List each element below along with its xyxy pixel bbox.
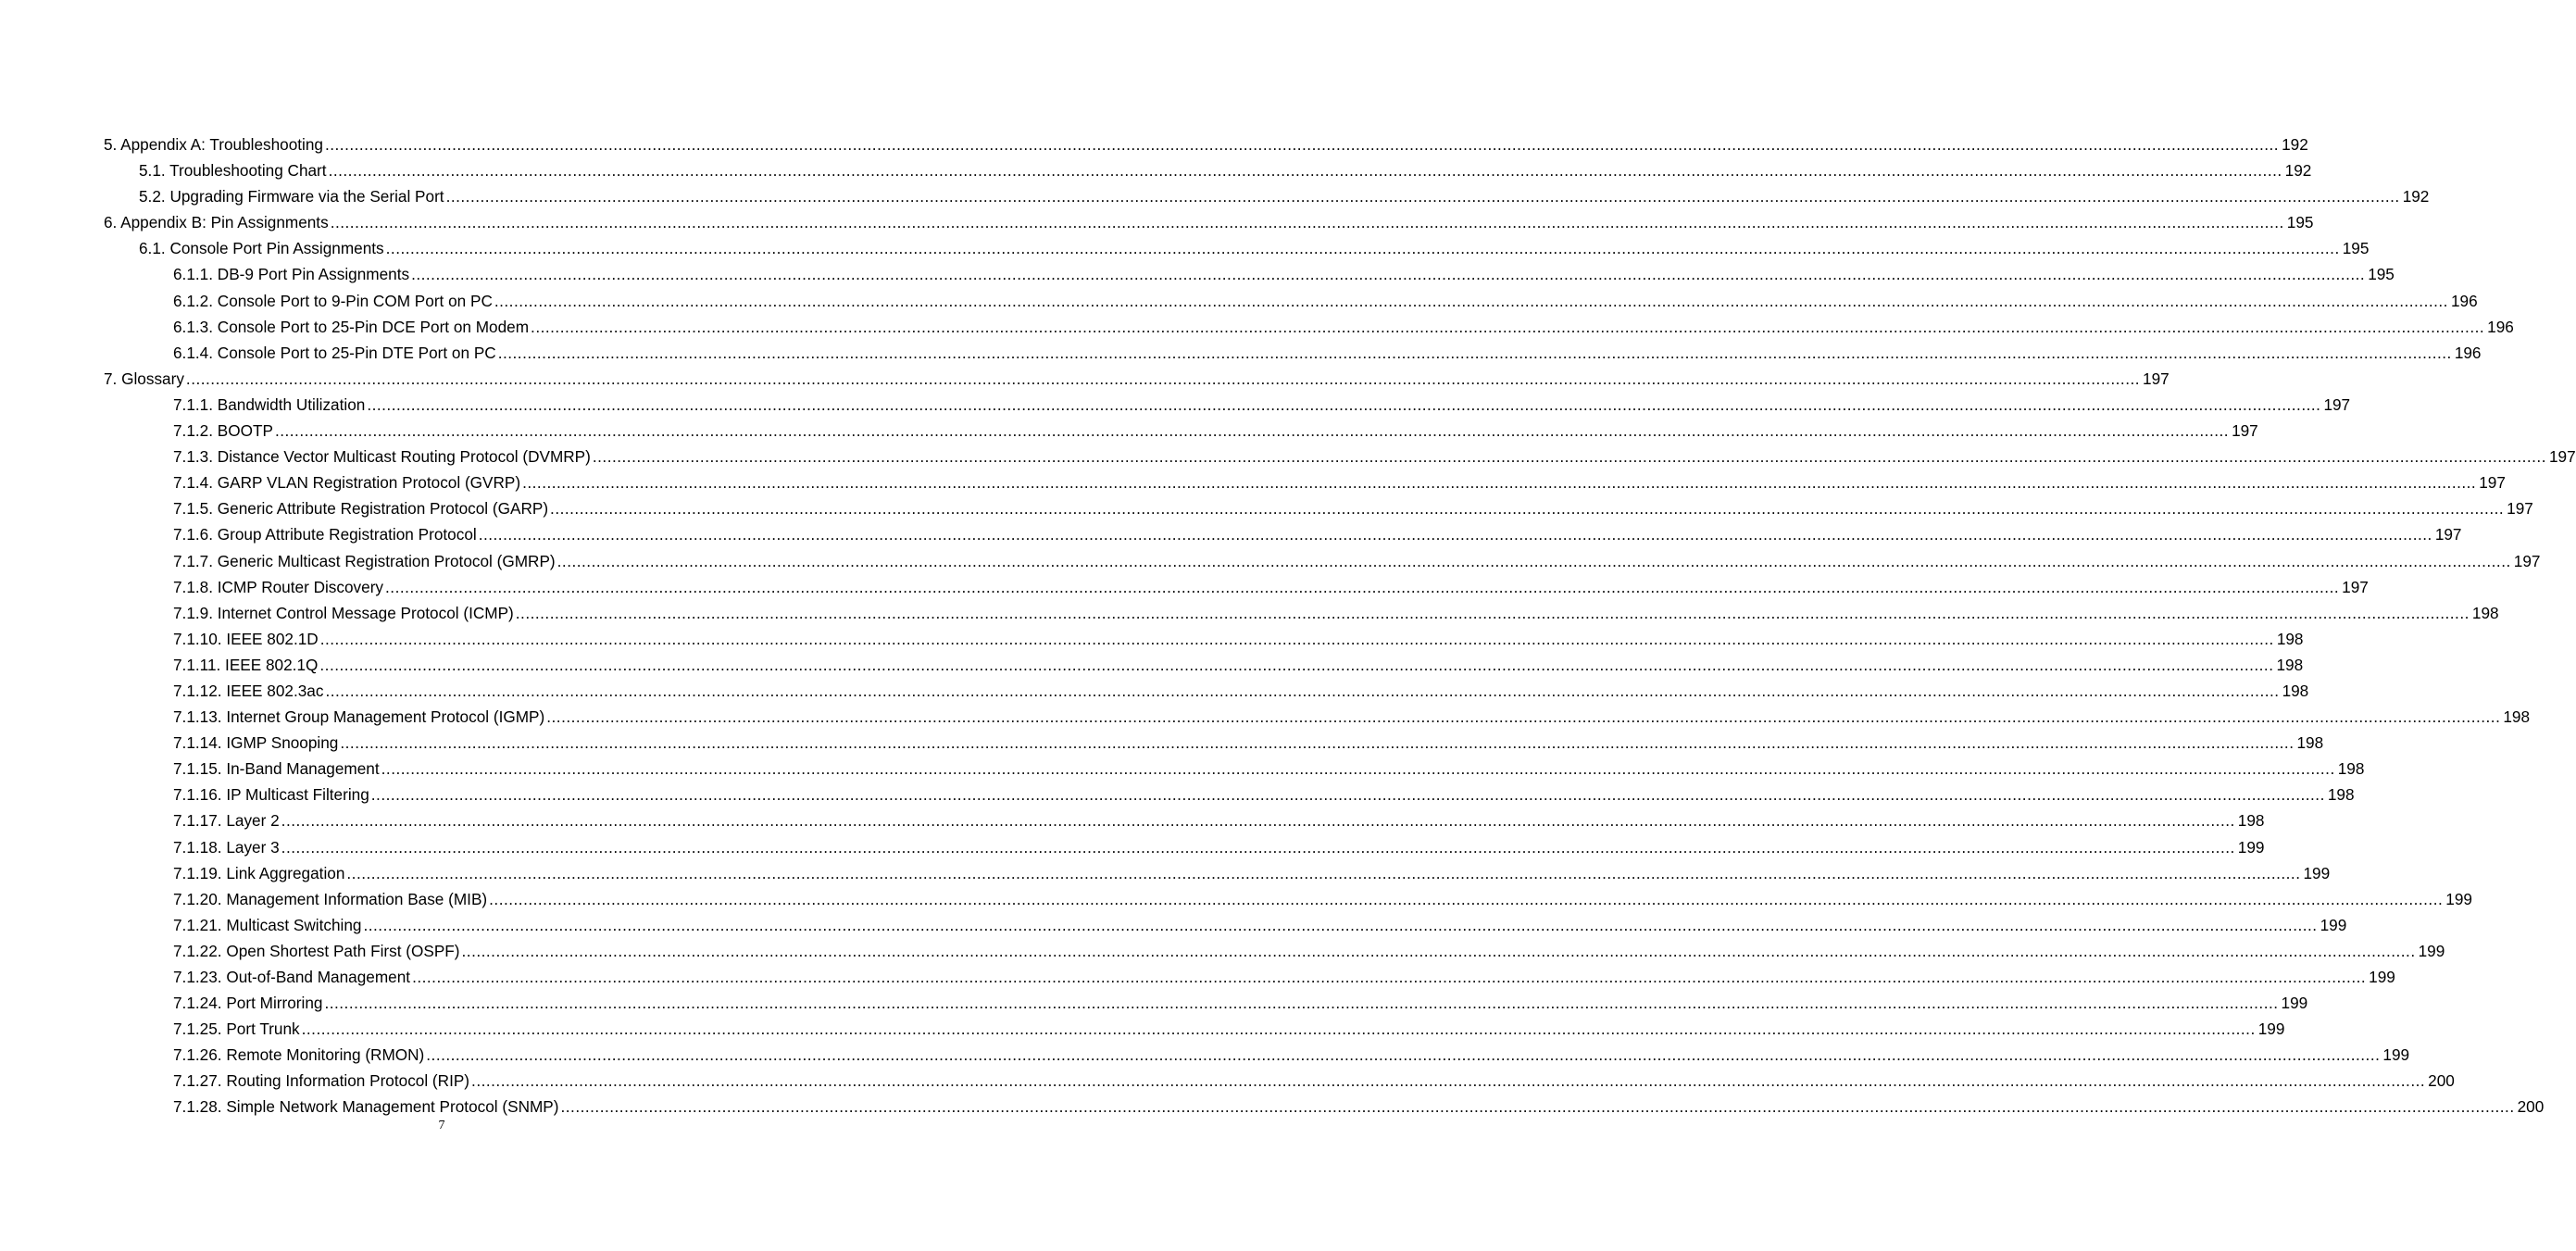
toc-entry-title: 6. Appendix B: Pin Assignments: [104, 213, 329, 232]
toc-entry-page-number: 199: [2237, 837, 2265, 857]
toc-dot-leader: ................................................................................................................................................................................................................................................................................................................................................................................................................: [340, 733, 2295, 753]
toc-entry[interactable]: [173, 1094, 2545, 1120]
toc-dot-leader: ................................................................................................................................................................................................................................................................................................................................................................................................................: [550, 499, 2505, 519]
toc-entry-title: 6.1. Console Port Pin Assignments: [139, 239, 384, 258]
toc-dot-leader: ................................................................................................................................................................................................................................................................................................................................................................................................................: [274, 421, 2230, 441]
toc-dot-leader: ................................................................................................................................................................................................................................................................................................................................................................................................................: [426, 1045, 2381, 1065]
toc-entry-title: 7.1.2. BOOTP: [173, 421, 273, 441]
toc-dot-leader: ................................................................................................................................................................................................................................................................................................................................................................................................................: [301, 1020, 2256, 1039]
toc-dot-leader: ................................................................................................................................................................................................................................................................................................................................................................................................................: [185, 369, 2141, 388]
toc-dot-leader: ................................................................................................................................................................................................................................................................................................................................................................................................................: [445, 187, 2400, 206]
toc-entry-page-number: 197: [2143, 369, 2170, 388]
toc-entry[interactable]: [173, 548, 2541, 574]
toc-dot-leader: ................................................................................................................................................................................................................................................................................................................................................................................................................: [546, 707, 2501, 727]
toc-entry-line: [173, 521, 2462, 547]
toc-entry[interactable]: [173, 756, 2365, 782]
toc-entry-page-number: 192: [2402, 187, 2430, 206]
toc-entry-title: 7.1.18. Layer 3: [173, 837, 280, 857]
toc-entry[interactable]: [173, 444, 2576, 469]
toc-entry-line: [139, 235, 2370, 261]
toc-entry-line: [173, 990, 2308, 1016]
toc-entry-page-number: 199: [2369, 968, 2395, 986]
toc-entry-page-number: 198: [2237, 811, 2265, 831]
toc-entry[interactable]: [173, 782, 2355, 807]
toc-entry-line: [173, 807, 2265, 833]
toc-entry-line: [173, 288, 2478, 314]
toc-entry-line: [173, 730, 2324, 756]
toc-entry[interactable]: [104, 366, 2170, 392]
toc-entry[interactable]: [173, 469, 2506, 495]
toc-entry-line: [104, 366, 2170, 392]
toc-entry-line: [173, 678, 2309, 704]
toc-dot-leader: ................................................................................................................................................................................................................................................................................................................................................................................................................: [560, 1097, 2515, 1117]
toc-entry-line: [173, 886, 2472, 912]
toc-dot-leader: ................................................................................................................................................................................................................................................................................................................................................................................................................: [325, 681, 2280, 700]
toc-entry[interactable]: [173, 600, 2499, 626]
toc-entry-title: 5.2. Upgrading Firmware via the Serial Port: [139, 187, 444, 206]
toc-entry-line: [173, 834, 2265, 860]
toc-entry-page-number: 197: [2434, 525, 2462, 544]
toc-entry-title: 7.1.27. Routing Information Protocol (RIP): [173, 1071, 470, 1091]
toc-entry-page-number: 198: [2337, 759, 2365, 779]
toc-entry-line: [173, 1068, 2455, 1094]
toc-entry-title: 7.1.21. Multicast Switching: [173, 915, 362, 934]
toc-entry[interactable]: [173, 730, 2324, 756]
toc-entry-page-number: 198: [2296, 733, 2324, 753]
toc-entry[interactable]: [173, 938, 2445, 964]
toc-dot-leader: ................................................................................................................................................................................................................................................................................................................................................................................................................: [367, 394, 2321, 414]
toc-entry-title: 7.1.8. ICMP Router Discovery: [173, 577, 384, 596]
toc-entry-line: [173, 782, 2355, 807]
toc-entry-page-number: 197: [2507, 499, 2533, 519]
toc-entry[interactable]: [173, 314, 2514, 340]
toc-entry-page-number: 198: [2276, 655, 2304, 674]
toc-entry-line: [173, 912, 2347, 938]
toc-entry-line: [173, 626, 2304, 652]
toc-dot-leader: ................................................................................................................................................................................................................................................................................................................................................................................................................: [319, 629, 2274, 648]
toc-dot-leader: ................................................................................................................................................................................................................................................................................................................................................................................................................: [531, 317, 2485, 336]
toc-entry-page-number: 199: [2320, 915, 2347, 934]
toc-entry-page-number: 196: [2487, 317, 2514, 336]
toc-entry-line: [173, 495, 2533, 521]
toc-entry-line: [139, 183, 2430, 209]
toc-entry-page-number: 197: [2479, 473, 2506, 493]
toc-entry-title: 7.1.15. In-Band Management: [173, 759, 380, 779]
toc-dot-leader: ................................................................................................................................................................................................................................................................................................................................................................................................................: [489, 889, 2444, 908]
toc-dot-leader: ................................................................................................................................................................................................................................................................................................................................................................................................................: [385, 577, 2340, 596]
toc-entry[interactable]: [173, 626, 2304, 652]
toc-entry[interactable]: [173, 807, 2265, 833]
toc-entry-title: 7.1.14. IGMP Snooping: [173, 733, 339, 753]
toc-entry[interactable]: [173, 704, 2531, 730]
toc-dot-leader: ................................................................................................................................................................................................................................................................................................................................................................................................................: [494, 291, 2448, 310]
toc-dot-leader: ................................................................................................................................................................................................................................................................................................................................................................................................................: [497, 343, 2452, 362]
toc-dot-leader: ................................................................................................................................................................................................................................................................................................................................................................................................................: [385, 239, 2340, 258]
toc-dot-leader: ................................................................................................................................................................................................................................................................................................................................................................................................................: [411, 265, 2366, 284]
toc-entry-title: 7. Glossary: [104, 369, 184, 388]
toc-entry-page-number: 196: [2454, 343, 2482, 362]
toc-entry-line: [173, 392, 2351, 418]
toc-entry[interactable]: [173, 521, 2462, 547]
toc-entry-page-number: 198: [2276, 629, 2304, 648]
toc-entry[interactable]: [173, 574, 2369, 600]
toc-dot-leader: ................................................................................................................................................................................................................................................................................................................................................................................................................: [324, 994, 2279, 1013]
toc-entry-line: [173, 1016, 2285, 1042]
toc-entry-page-number: 195: [2342, 239, 2370, 258]
toc-entry-title: 7.1.24. Port Mirroring: [173, 994, 323, 1013]
toc-entry-title: 7.1.22. Open Shortest Path First (OSPF): [173, 941, 460, 960]
toc-entry-page-number: 199: [2281, 994, 2308, 1013]
toc-dot-leader: ................................................................................................................................................................................................................................................................................................................................................................................................................: [370, 785, 2325, 805]
toc-dot-leader: ................................................................................................................................................................................................................................................................................................................................................................................................................: [592, 447, 2546, 467]
toc-dot-leader: ................................................................................................................................................................................................................................................................................................................................................................................................................: [281, 837, 2235, 857]
toc-entry-title: 7.1.7. Generic Multicast Registration Protocol (GMRP): [173, 551, 556, 570]
toc-entry-page-number: 200: [2428, 1071, 2455, 1091]
toc-entry-title: 7.1.13. Internet Group Management Protocol (IGMP): [173, 707, 545, 727]
toc-entry-title: 5.1. Troubleshooting Chart: [139, 161, 327, 181]
toc-entry-page-number: 196: [2450, 291, 2478, 310]
toc-entry[interactable]: [173, 418, 2258, 444]
toc-dot-leader: ................................................................................................................................................................................................................................................................................................................................................................................................................: [330, 213, 2284, 232]
toc-entry-line: [173, 756, 2365, 782]
table-of-contents: [0, 131, 2576, 1120]
toc-entry-line: [173, 444, 2576, 469]
toc-entry-page-number: 198: [2327, 785, 2355, 805]
toc-entry[interactable]: [139, 235, 2370, 261]
toc-entry-title: 7.1.11. IEEE 802.1Q: [173, 655, 319, 674]
toc-entry[interactable]: [139, 157, 2312, 183]
toc-entry-line: [139, 157, 2312, 183]
toc-dot-leader: ................................................................................................................................................................................................................................................................................................................................................................................................................: [461, 941, 2416, 960]
toc-dot-leader: ................................................................................................................................................................................................................................................................................................................................................................................................................: [522, 473, 2477, 493]
toc-entry[interactable]: [173, 860, 2331, 886]
toc-entry-line: [104, 209, 2314, 235]
toc-entry-line: [173, 600, 2499, 626]
toc-entry-page-number: 197: [2513, 551, 2541, 570]
toc-entry[interactable]: [173, 261, 2395, 287]
toc-entry-page-number: 199: [2303, 863, 2331, 882]
toc-entry[interactable]: [173, 288, 2478, 314]
toc-dot-leader: ................................................................................................................................................................................................................................................................................................................................................................................................................: [281, 811, 2235, 831]
toc-entry-page-number: 199: [2418, 941, 2445, 960]
toc-entry[interactable]: [104, 209, 2314, 235]
toc-entry-title: 6.1.4. Console Port to 25-Pin DTE Port on PC: [173, 343, 496, 362]
toc-entry-page-number: 192: [2282, 135, 2308, 154]
toc-entry-line: [173, 1042, 2410, 1068]
toc-entry-title: 7.1.28. Simple Network Management Protocol (SNMP): [173, 1097, 559, 1117]
toc-entry-line: [173, 314, 2514, 340]
toc-entry-page-number: 192: [2284, 161, 2312, 181]
toc-entry[interactable]: [173, 964, 2395, 990]
page-number: 7: [438, 1119, 445, 1132]
toc-entry-title: 7.1.25. Port Trunk: [173, 1020, 300, 1039]
toc-entry-title: 7.1.10. IEEE 802.1D: [173, 629, 319, 648]
toc-entry-title: 7.1.9. Internet Control Message Protocol (ICMP): [173, 603, 514, 622]
toc-dot-leader: ................................................................................................................................................................................................................................................................................................................................................................................................................: [471, 1071, 2426, 1091]
toc-entry-title: 7.1.20. Management Information Base (MIB): [173, 889, 488, 908]
toc-entry-page-number: 195: [2286, 213, 2314, 232]
toc-entry-line: [173, 469, 2506, 495]
toc-entry-title: 7.1.3. Distance Vector Multicast Routing Protocol (DVMRP): [173, 447, 591, 467]
toc-entry-title: 6.1.2. Console Port to 9-Pin COM Port on PC: [173, 291, 493, 310]
toc-entry-page-number: 197: [2232, 421, 2258, 441]
toc-dot-leader: ................................................................................................................................................................................................................................................................................................................................................................................................................: [346, 863, 2301, 882]
toc-entry[interactable]: [173, 340, 2482, 366]
toc-entry-title: 7.1.19. Link Aggregation: [173, 863, 345, 882]
toc-dot-leader: ................................................................................................................................................................................................................................................................................................................................................................................................................: [515, 603, 2470, 622]
toc-entry-page-number: 200: [2517, 1097, 2545, 1117]
toc-entry[interactable]: [173, 834, 2265, 860]
toc-entry[interactable]: [173, 990, 2308, 1016]
toc-entry-page-number: 198: [2282, 681, 2309, 700]
toc-dot-leader: ................................................................................................................................................................................................................................................................................................................................................................................................................: [328, 161, 2282, 181]
toc-entry-line: [173, 261, 2395, 287]
toc-entry-line: [173, 418, 2258, 444]
toc-entry-title: 7.1.12. IEEE 802.3ac: [173, 681, 324, 700]
toc-entry-line: [173, 574, 2369, 600]
toc-entry-page-number: 198: [2503, 707, 2531, 727]
toc-entry-title: 7.1.1. Bandwidth Utilization: [173, 394, 366, 414]
toc-entry[interactable]: [173, 1068, 2455, 1094]
toc-dot-leader: ................................................................................................................................................................................................................................................................................................................................................................................................................: [556, 551, 2511, 570]
toc-entry-line: [173, 340, 2482, 366]
toc-entry-title: 6.1.3. Console Port to 25-Pin DCE Port on Modem: [173, 317, 530, 336]
toc-entry-title: 7.1.26. Remote Monitoring (RMON): [173, 1045, 425, 1065]
toc-dot-leader: ................................................................................................................................................................................................................................................................................................................................................................................................................: [478, 525, 2432, 544]
toc-entry-page-number: 197: [2548, 447, 2576, 467]
toc-dot-leader: ................................................................................................................................................................................................................................................................................................................................................................................................................: [381, 759, 2335, 779]
toc-entry-title: 5. Appendix A: Troubleshooting: [104, 135, 323, 154]
toc-entry[interactable]: [173, 392, 2351, 418]
toc-entry-title: 7.1.4. GARP VLAN Registration Protocol (GVRP): [173, 473, 521, 493]
toc-entry[interactable]: [173, 1016, 2285, 1042]
toc-entry-title: 7.1.16. IP Multicast Filtering: [173, 785, 369, 805]
toc-entry[interactable]: [173, 1042, 2410, 1068]
toc-entry-title: 7.1.6. Group Attribute Registration Protocol: [173, 525, 477, 544]
toc-entry-line: [173, 704, 2531, 730]
toc-entry[interactable]: [173, 912, 2347, 938]
toc-entry[interactable]: [173, 495, 2533, 521]
toc-entry-title: 7.1.23. Out-of-Band Management: [173, 968, 411, 986]
toc-entry[interactable]: [173, 678, 2309, 704]
toc-entry[interactable]: [139, 183, 2430, 209]
toc-entry-line: [104, 131, 2308, 157]
toc-entry-page-number: 198: [2471, 603, 2499, 622]
toc-entry-page-number: 197: [2323, 394, 2351, 414]
toc-entry[interactable]: [173, 886, 2472, 912]
toc-entry-line: [173, 860, 2331, 886]
toc-entry-title: 6.1.1. DB-9 Port Pin Assignments: [173, 265, 410, 284]
toc-dot-leader: ................................................................................................................................................................................................................................................................................................................................................................................................................: [363, 915, 2318, 934]
toc-entry[interactable]: [104, 131, 2308, 157]
toc-entry-page-number: 199: [2382, 1045, 2410, 1065]
toc-dot-leader: ................................................................................................................................................................................................................................................................................................................................................................................................................: [319, 655, 2274, 674]
toc-entry-line: [173, 548, 2541, 574]
toc-entry-line: [173, 938, 2445, 964]
toc-entry-line: [173, 1094, 2545, 1120]
toc-entry-title: 7.1.5. Generic Attribute Registration Protocol (GARP): [173, 499, 549, 519]
toc-dot-leader: ................................................................................................................................................................................................................................................................................................................................................................................................................: [412, 968, 2367, 986]
toc-entry-title: 7.1.17. Layer 2: [173, 811, 280, 831]
toc-entry-page-number: 195: [2368, 265, 2395, 284]
toc-entry-page-number: 199: [2257, 1020, 2285, 1039]
toc-entry-page-number: 197: [2342, 577, 2369, 596]
toc-entry-line: [173, 964, 2395, 990]
toc-entry-page-number: 199: [2445, 889, 2472, 908]
toc-entry[interactable]: [173, 652, 2304, 678]
toc-dot-leader: ................................................................................................................................................................................................................................................................................................................................................................................................................: [324, 135, 2280, 154]
toc-entry-line: [173, 652, 2304, 678]
